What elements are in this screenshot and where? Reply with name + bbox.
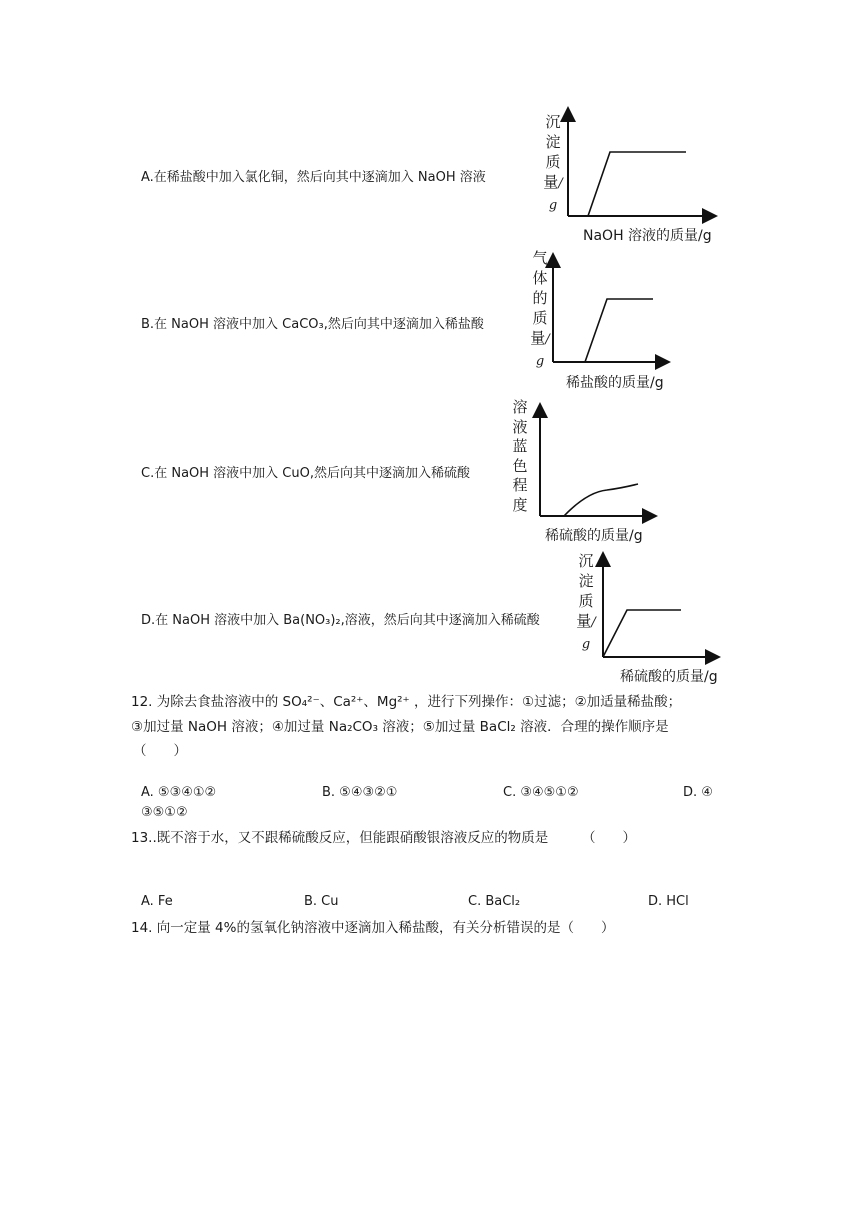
q12-choice-d[interactable]: D. ④ <box>683 785 713 800</box>
q13-choice-b[interactable]: B. Cu <box>304 894 339 909</box>
graph-a-xlabel: NaOH 溶液的质量/g <box>583 228 712 244</box>
graph-b-ylabel: 气体的质量/g <box>530 249 550 369</box>
graph-d-curve <box>603 610 681 657</box>
graph-d-xlabel: 稀硫酸的质量/g <box>620 669 718 685</box>
graph-d-axes <box>595 553 725 663</box>
graph-a-ylabel: 沉淀质量/g <box>543 113 563 213</box>
q12-choice-c[interactable]: C. ③④⑤①② <box>503 785 579 800</box>
graph-c-xlabel: 稀硫酸的质量/g <box>545 528 643 544</box>
q13-choice-c[interactable]: C. BaCl₂ <box>468 894 521 909</box>
graph-a-axes <box>560 108 720 228</box>
option-a-text: A.在稀盐酸中加入氯化铜，然后向其中逐滴加入 NaOH 溶液 <box>141 170 486 185</box>
graph-c-axes <box>532 404 662 524</box>
q13-choice-d[interactable]: D. HCl <box>648 894 689 909</box>
q12-choice-b[interactable]: B. ⑤④③②① <box>322 785 398 800</box>
q12-stem-line2: ③加过量 NaOH 溶液；④加过量 Na₂CO₃ 溶液；⑤加过量 BaCl₂ 溶液．合理的操作顺序是 <box>131 719 669 735</box>
graph-a-curve <box>588 152 686 216</box>
q13-stem: 13..既不溶于水，又不跟稀硫酸反应，但能跟硝酸银溶液反应的物质是 （ ） <box>131 830 637 846</box>
graph-b-xlabel: 稀盐酸的质量/g <box>566 375 664 391</box>
q12-stem-line1: 12. 为除去食盐溶液中的 SO₄²⁻、Ca²⁺、Mg²⁺ ，进行下列操作：①过滤；②加适量稀盐酸； <box>131 694 682 710</box>
graph-c-ylabel: 溶液蓝色程度 <box>512 398 528 514</box>
graph-c-curve <box>564 484 638 516</box>
graph-d-ylabel: 沉淀质量/g <box>576 552 596 652</box>
q14-stem: 14. 向一定量 4%的氢氧化钠溶液中逐滴加入稀盐酸，有关分析错误的是（ ） <box>131 920 615 936</box>
q12-choice-a[interactable]: A. ⑤③④①② <box>141 785 217 800</box>
option-d-text: D.在 NaOH 溶液中加入 Ba(NO₃)₂,溶液，然后向其中逐滴加入稀硫酸 <box>141 613 540 628</box>
option-c-text: C.在 NaOH 溶液中加入 CuO,然后向其中逐滴加入稀硫酸 <box>141 466 470 481</box>
q13-choice-a[interactable]: A. Fe <box>141 894 173 909</box>
option-b-text: B.在 NaOH 溶液中加入 CaCO₃,然后向其中逐滴加入稀盐酸 <box>141 317 484 332</box>
graph-b-axes <box>545 254 675 374</box>
graph-b-curve <box>585 299 653 362</box>
q12-blank: （ ） <box>133 743 187 759</box>
q12-choice-d-continued: ③⑤①② <box>141 805 188 820</box>
